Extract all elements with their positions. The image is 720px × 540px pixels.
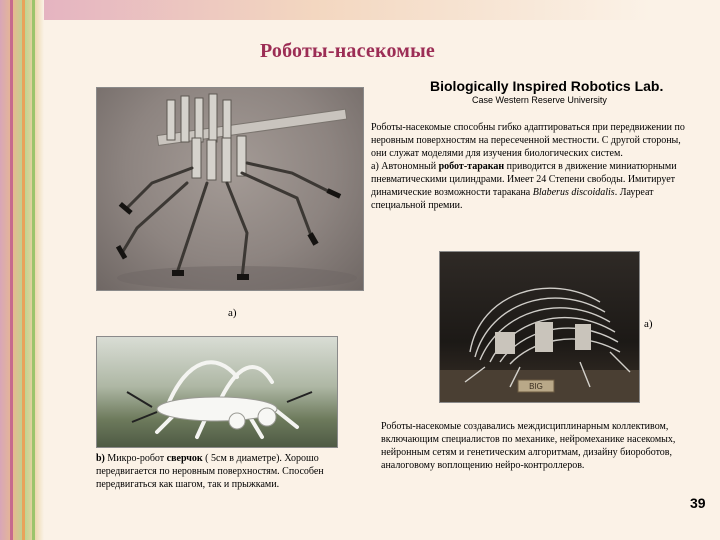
page-number: 39 <box>690 495 706 511</box>
item-a-species: Blaberus discoidalis <box>532 187 615 198</box>
description-item-a <box>371 160 686 212</box>
item-a-text1: приводится в движение миниатюрными пневматическими цилиндрами. Имеет 24 Степени свободы. Имитирует динамические возможности таракана <box>371 161 677 198</box>
top-decorative-band <box>44 0 720 20</box>
cricket-drawing <box>97 337 337 447</box>
slide-title: Роботы-насекомые <box>260 40 436 62</box>
caption-a-right: а) <box>644 318 653 330</box>
robot-black-background-photo <box>439 251 640 403</box>
left-stripe <box>22 0 25 540</box>
description-intro: Роботы-насекомые способны гибко адаптироваться при передвижении по неровным поверхностям на пересеченной местности. С другой стороны, они служат моделями для изучения биологических систем. <box>371 122 685 159</box>
micro-robot-cricket-photo <box>96 336 338 448</box>
robot-description <box>371 121 686 212</box>
cricket-bold-term: сверчок <box>166 453 203 464</box>
cricket-pre: Микро-робот <box>104 453 167 464</box>
robot-wire-drawing <box>440 252 639 402</box>
robot-base-plate-label: BIG <box>529 382 543 391</box>
left-stripe <box>32 0 35 540</box>
cricket-label: b) <box>96 453 105 464</box>
robot-cockroach-photo <box>96 87 364 291</box>
team-note: Роботы-насекомые создавались междисциплинарным коллективом, включающим специалистов по механике, нейромеханике насекомых, нейронным сетям и генетическим алгоритмам, дизайну биороботов, аналоговому воплощению нейро-контроллеров. <box>381 421 676 471</box>
lab-title: Biologically Inspired Robotics Lab. <box>430 78 664 94</box>
item-a-text2: . Лауреат специальной премии. <box>371 187 654 211</box>
caption-a-left: а) <box>228 307 237 319</box>
cricket-description <box>96 452 346 491</box>
item-a-prefix: а) Автономный <box>371 161 439 172</box>
cricket-text: ( 5см в диаметре). Хорошо передвигается по неровным поверхностям. Способен передвигаться как шагом, так и прыжками. <box>96 453 324 490</box>
robot-cockroach-drawing <box>97 88 363 290</box>
item-a-bold-term: робот-таракан <box>438 161 505 172</box>
left-stripe <box>10 0 13 540</box>
university-name: Case Western Reserve University <box>472 95 607 105</box>
